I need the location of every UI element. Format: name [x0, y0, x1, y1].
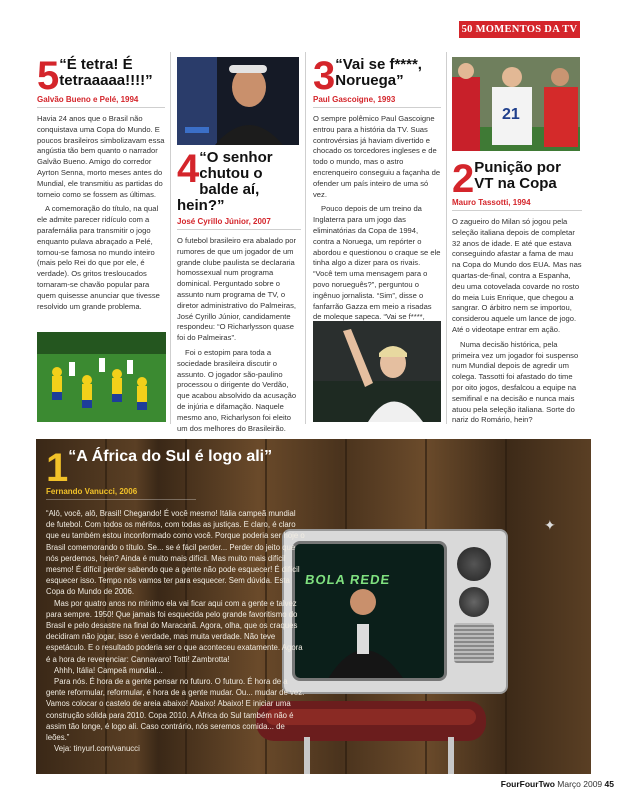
dial-icon	[457, 547, 491, 581]
paragraph: O zagueiro do Milan só jogou pela seleção italiana depois de completar 32 anos de idade. E até que estava conseguindo afastar a fama de mau na Copa do Mundo dos EUA. Mas nas quartas-de-final, contra a Espanha, deu uma cotovelada covarde no rosto do meia Luis Enrique, que chegou a sangrar. O árbitro nem se importou, considerou aquele um lance de jogo. Até o videotape entrar em ação.	[452, 217, 582, 334]
tv-caption: BOLA REDE	[304, 572, 392, 587]
paragraph: Ahhh, Itália! Campeã mundial...	[54, 665, 163, 675]
moment-title: “É tetra! É tetraaaaa!!!!”	[59, 56, 153, 89]
retro-tv	[282, 529, 508, 694]
moment-byline: Fernando Vanucci, 2006	[46, 487, 196, 500]
paragraph: Havia 24 anos que o Brasil não conquistava uma Copa do Mundo. E poucos brasileiros simbolizavam essa angústia tão bem quanto o narrador Galvão Bueno. Amigo do corredor Ayrton Senna, morto meses antes do Mundial, ele transmitiu as partidas do torneio como se fossem as últimas.	[37, 114, 165, 199]
tv-screen	[292, 541, 447, 681]
paragraph: Para nós. É hora de a gente pensar no futuro. O futuro. É hora de a gente reformular, reformular, é hora de a gente mudar. Ou... mudar de vez. Vamos colocar o castelo de areia abaixo! Abaixo! Abaixo! E iniciar uma construção sólida para 2010. Copa 2010. A África do Sul também não é assim tão longe, é logo ali. Caso contrário, nós seremos comida... de leões.”	[46, 677, 305, 743]
moment-number: 3	[313, 54, 334, 98]
moment-number: 1	[46, 446, 67, 490]
moment-title: “O senhor chutou o balde aí, hein?”	[177, 149, 273, 214]
moment-byline: Mauro Tassotti, 1994	[452, 198, 582, 211]
feature-text	[46, 446, 306, 754]
moment-4	[177, 147, 301, 434]
moment-3	[313, 54, 441, 334]
tv-controls	[452, 545, 496, 675]
link-text[interactable]: Veja: tinyurl.com/vanucci	[54, 744, 140, 754]
moment-title: “Vai se f****, Noruega”	[335, 56, 422, 89]
column-divider	[170, 52, 171, 424]
gascoigne-photo	[313, 321, 441, 422]
svg-text:21: 21	[502, 106, 520, 123]
moment-body	[313, 114, 441, 334]
celebration-photo	[37, 332, 166, 422]
page-footer	[501, 779, 614, 789]
tv-antenna-icon: ✦	[544, 517, 556, 533]
issue-date: Março 2009	[557, 779, 603, 789]
moment-title: Punição por VT na Copa	[474, 159, 561, 192]
moment-2	[452, 157, 582, 426]
moment-body	[177, 236, 301, 434]
moment-body	[37, 114, 165, 312]
moment-byline: Paul Gascoigne, 1993	[313, 95, 441, 108]
paragraph: O sempre polêmico Paul Gascoigne entrou para a história da TV. Suas controvérsias já haviam divertido e chocado os torcedores ingleses e de todo o mundo, mas o astro encrenqueiro conseguiu a façanha de ofender um país inteiro de uma só vez.	[313, 114, 441, 199]
paragraph: A comemoração do título, na qual ele admite parecer ridículo com a parafernália para transmitir o jogo enquanto pulava abraçado a Pelé, tornou-se famosa no mundo inteiro (mais pelo Rei do que por ele, é verdade). Os gritos tresloucados tornaram-se chavão popular para quem quisesse anunciar que tivesse resolvido um grande problema.	[37, 204, 160, 311]
cyrillo-photo	[177, 57, 299, 145]
moment-byline: Galvão Bueno e Pelé, 1994	[37, 95, 165, 108]
speaker-grille	[454, 623, 494, 663]
moment-body	[452, 217, 582, 426]
moment-byline: José Cyrillo Júnior, 2007	[177, 217, 301, 230]
feature-moment-1	[36, 439, 591, 774]
page-number: 45	[604, 779, 614, 789]
paragraph: O futebol brasileiro era abalado por rumores de que um jogador de um grande clube paulista se declararia homossexual num programa dominical. Perguntado sobre o assunto num programa de TV, o diretor administrativo do Palmeiras, José Cyrillo Júnior, candidamente respondeu: “O Richarlysson quase foi do Palmeiras”.	[177, 236, 297, 343]
magazine-name: FourFourTwo	[500, 779, 555, 789]
paragraph: Numa decisão histórica, pela primeira vez um jogador foi suspenso num Mundial depois de agredir um colega. Tassotti foi afastado do time por oito jogos, desfalcou a equipe na semifinal e na decisão e nunca mais atuou pela seleção italiana. Sorte do nariz do Romário, hein?	[452, 339, 579, 425]
paragraph: Pouco depois de um treino da Inglaterra para um jogo das eliminatórias da Copa de 1994, contra a Noruega, um repórter o abordou e questionou o craque se ele tinha algo a dizer para os rivais. “Você tem uma mensagem para o povo norueguês?”, perguntou o ingênuo jornalista. “Sim”, disse o fanfarrão Gazza em meio a risadas de moleque sapeca. “Vai se f****,	[313, 204, 441, 322]
tassotti-photo	[452, 57, 580, 151]
moment-title: “A África do Sul é logo ali”	[68, 448, 273, 465]
moment-number: 5	[37, 54, 58, 98]
paragraph: Mas por quatro anos no mínimo ela vai ficar aqui com a gente e talvez para sempre. 1950! Que jamais foi esquecida pelo grande favoritismo do Brasil e pelo desastre na final do Maracanã. Agora, olha, que os craques decidiram não jogar, isso é verdade, mas muita verdade. Não teve espetáculo. E o resultado poderia ser o que aconteceu exatamente. Agora é a hora de reverenciar: Cannavaro! Totti! Zambrotta!	[46, 598, 303, 664]
column-divider	[305, 52, 306, 424]
paragraph: Foi o estopim para toda a sociedade brasileira discutir o assunto. O jogador são-paulino processou o dirigente do Verdão, que acabou absolvido da acusação de injúria e difamação. Naquele mesmo ano, Richarlyson foi eleito um dos melhores do Brasileirão.	[177, 347, 297, 433]
moment-5	[37, 54, 165, 312]
dial-icon	[459, 587, 489, 617]
moment-body	[46, 508, 306, 754]
column-divider	[446, 52, 447, 424]
paragraph: “Alô, você, alô, Brasil! Chegando! É você mesmo! Itália campeã mundial de futebol. Com todos os méritos, com todas as justiças. E claro, é claro que eu também estou inconformado como você. Porque poderia ser hoje o Brasil comemorando o título. Se... se é fácil perder... Perder do jeito que nós perdemos, hein? Ainda é muito mais difícil. Mas muito mais difícil mesmo! É difícil perder sabendo que a gente não pode esquecer! É difícil esquecer isso. Tempo nós vamos ter para esquecer. Sem dúvida. Esta Copa do Mundo de 2006.	[46, 509, 305, 597]
section-tag: 50 MOMENTOS DA TV	[459, 21, 580, 38]
moment-number: 2	[452, 157, 473, 201]
moment-number: 4	[177, 147, 198, 191]
